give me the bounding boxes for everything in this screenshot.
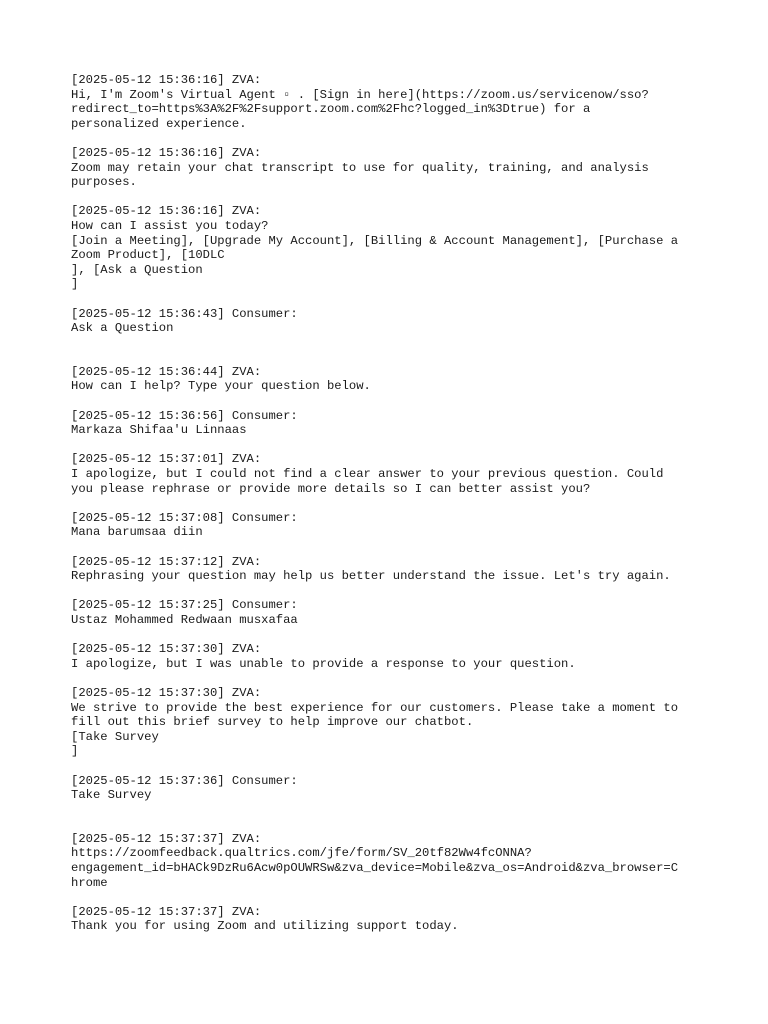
message-text-line: Zoom may retain your chat transcript to use for quality, training, and analysis [71, 160, 649, 175]
message-text-line: ] [71, 277, 79, 292]
message-header: [2025-05-12 15:37:30] ZVA: [71, 685, 262, 700]
message-header: [2025-05-12 15:37:37] ZVA: [71, 904, 262, 919]
message-header: [2025-05-12 15:37:08] Consumer: [71, 510, 298, 525]
message-text-line: engagement_id=bHACk9DzRu6Acw0pOUWRSw&zva_device=Mobile&zva_os=Android&zva_browser=C [71, 861, 679, 876]
message-text-line: We strive to provide the best experience for our customers. Please take a moment to [71, 700, 679, 715]
message-header: [2025-05-12 15:36:43] Consumer: [71, 306, 298, 321]
message-header: [2025-05-12 15:36:16] ZVA: [71, 204, 262, 219]
message-text-line: ] [71, 744, 79, 759]
message-text-line: you please rephrase or provide more details so I can better assist you? [71, 481, 591, 496]
message-text-line: How can I help? Type your question below. [71, 379, 371, 394]
message-header: [2025-05-12 15:37:37] ZVA: [71, 831, 262, 846]
message-header: [2025-05-12 15:37:01] ZVA: [71, 452, 262, 467]
message-text-line: Take Survey [71, 788, 152, 803]
message-header: [2025-05-12 15:37:30] ZVA: [71, 642, 262, 657]
message-text-line: Ustaz Mohammed Redwaan musxafaa [71, 612, 298, 627]
message-text-line: redirect_to=https%3A%2F%2Fsupport.zoom.com%2Fhc?logged_in%3Dtrue) for a [71, 102, 591, 117]
message-header: [2025-05-12 15:37:12] ZVA: [71, 554, 262, 569]
message-text-line: https://zoomfeedback.qualtrics.com/jfe/form/SV_20tf82Ww4fcONNA? [71, 846, 532, 861]
transcript-message [71, 686, 711, 759]
message-text-line: [Join a Meeting], [Upgrade My Account], [Billing & Account Management], [Purchase a [71, 233, 679, 248]
message-text-line: Zoom Product], [10DLC [71, 248, 225, 263]
transcript-message [71, 146, 711, 190]
transcript-message [71, 832, 711, 890]
message-text-line: I apologize, but I was unable to provide a response to your question. [71, 656, 576, 671]
message-text-line: Ask a Question [71, 321, 174, 336]
message-text-line: [Take Survey [71, 729, 159, 744]
message-text-line: ], [Ask a Question [71, 262, 203, 277]
transcript-message [71, 598, 711, 627]
message-header: [2025-05-12 15:36:44] ZVA: [71, 364, 262, 379]
message-text-line: fill out this brief survey to help improve our chatbot. [71, 715, 474, 730]
transcript-message [71, 365, 711, 394]
chat-transcript [71, 73, 711, 949]
transcript-message [71, 409, 711, 438]
message-text-line: personalized experience. [71, 116, 247, 131]
message-text-line: Hi, I'm Zoom's Virtual Agent ▫ . [Sign in here](https://zoom.us/servicenow/sso? [71, 87, 649, 102]
transcript-message [71, 307, 711, 336]
transcript-message [71, 73, 711, 131]
message-text-line: Markaza Shifaa'u Linnaas [71, 423, 247, 438]
transcript-message [71, 204, 711, 292]
message-header: [2025-05-12 15:37:36] Consumer: [71, 773, 298, 788]
transcript-message [71, 905, 711, 934]
message-text-line: purposes. [71, 175, 137, 190]
transcript-message [71, 555, 711, 584]
transcript-message [71, 774, 711, 803]
message-text-line: Rephrasing your question may help us better understand the issue. Let's try again. [71, 569, 671, 584]
message-header: [2025-05-12 15:36:16] ZVA: [71, 73, 262, 87]
message-text-line: hrome [71, 875, 108, 890]
message-header: [2025-05-12 15:37:25] Consumer: [71, 598, 298, 613]
message-text-line: Mana barumsaa diin [71, 525, 203, 540]
transcript-message [71, 642, 711, 671]
transcript-message [71, 511, 711, 540]
transcript-message [71, 452, 711, 496]
message-header: [2025-05-12 15:36:56] Consumer: [71, 408, 298, 423]
message-text-line: I apologize, but I could not find a clear answer to your previous question. Could [71, 467, 664, 482]
message-header: [2025-05-12 15:36:16] ZVA: [71, 145, 262, 160]
message-text-line: Thank you for using Zoom and utilizing support today. [71, 919, 459, 934]
message-text-line: How can I assist you today? [71, 218, 269, 233]
